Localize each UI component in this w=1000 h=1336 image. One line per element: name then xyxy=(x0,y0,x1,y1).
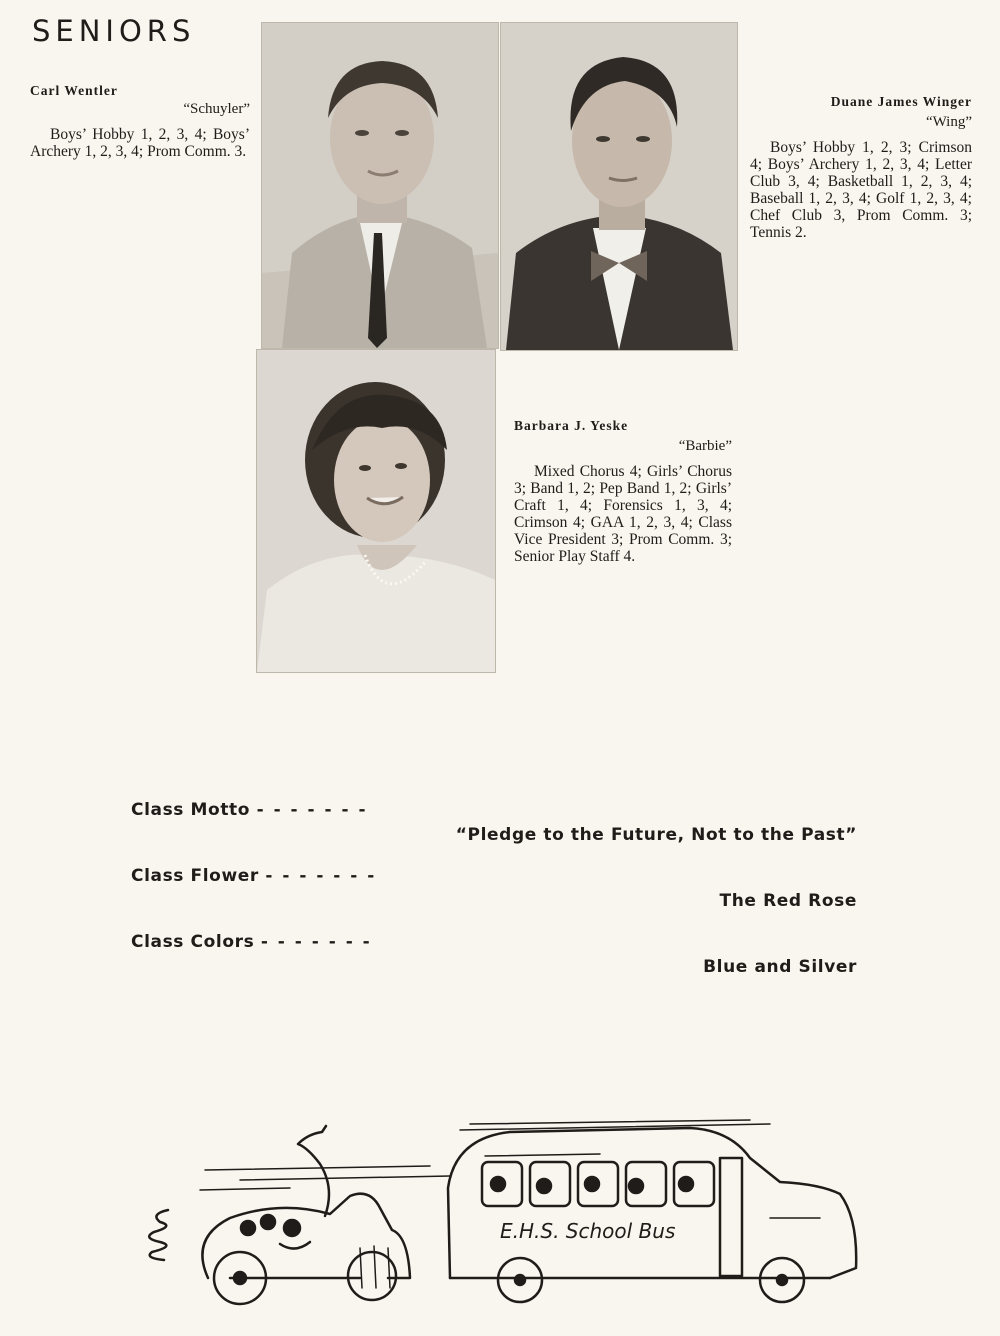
senior-photo-carl xyxy=(261,22,499,349)
class-flower-label xyxy=(131,866,376,886)
senior-photo-barbara xyxy=(256,349,496,673)
senior-photo-duane xyxy=(500,22,738,351)
senior-entry-carl xyxy=(30,83,250,160)
class-colors-label-text: Class Colors xyxy=(131,932,255,952)
bus-sign: E.H.S. School Bus xyxy=(500,1219,676,1243)
page-title: SENIORS xyxy=(32,14,196,48)
bus-car-drawing xyxy=(130,1118,870,1318)
senior-name: Barbara J. Yeske xyxy=(514,418,629,433)
class-motto-label xyxy=(131,800,368,820)
dash-leader: - - - - - - - xyxy=(260,932,372,952)
senior-activities: Mixed Chorus 4; Girls’ Chorus 3; Band 1, 2; Pep Band 1, 2; Girls’ Craft 1, 4; Forensics 1, 3, 4; Crimson 4; GAA 1, 2, 3, 4; Class Vice President 3; Prom Comm. 3; Senior Play Staff 4. xyxy=(514,463,732,565)
class-colors-value: Blue and Silver xyxy=(703,957,857,977)
senior-name: Carl Wentler xyxy=(30,83,118,98)
class-colors-label xyxy=(131,932,372,952)
senior-entry-barbara xyxy=(514,418,732,565)
class-flower-label-text: Class Flower xyxy=(131,866,259,886)
senior-nickname: “Barbie” xyxy=(678,438,732,454)
senior-nickname: “Wing” xyxy=(925,114,972,130)
senior-activities: Boys’ Hobby 1, 2, 3; Crimson 4; Boys’ Archery 1, 2, 3, 4; Letter Club 3, 4; Basketball 1, 2, 3, 4; Baseball 1, 2, 3, 4; Golf 1, 2, 3, 4; Chef Club 3, Prom Comm. 3; Tennis 2. xyxy=(750,139,972,241)
senior-activities: Boys’ Hobby 1, 2, 3, 4; Boys’ Archery 1, 2, 3, 4; Prom Comm. 3. xyxy=(30,126,250,160)
dash-leader: - - - - - - - xyxy=(256,800,368,820)
senior-nickname: “Schuyler” xyxy=(183,101,250,117)
senior-name: Duane James Winger xyxy=(830,94,972,109)
senior-entry-duane xyxy=(750,94,972,241)
class-flower-value: The Red Rose xyxy=(719,891,857,911)
class-motto-label-text: Class Motto xyxy=(131,800,251,820)
dash-leader: - - - - - - - xyxy=(265,866,377,886)
class-motto-value: “Pledge to the Future, Not to the Past” xyxy=(455,825,857,845)
